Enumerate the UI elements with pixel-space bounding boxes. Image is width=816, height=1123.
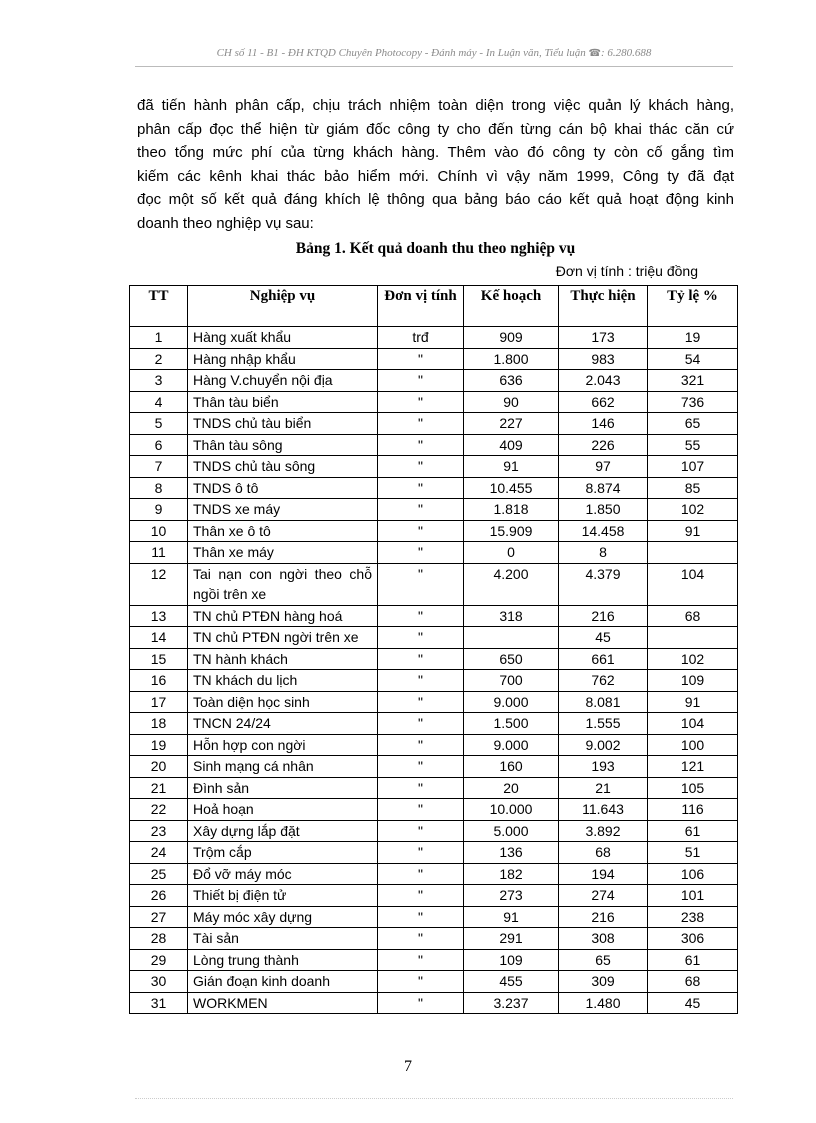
header-rule xyxy=(135,66,733,67)
row-unit: " xyxy=(378,520,464,542)
row-unit: " xyxy=(378,648,464,670)
row-ratio xyxy=(648,627,738,649)
row-tt: 27 xyxy=(130,906,188,928)
table-row xyxy=(130,648,738,670)
row-plan: 5.000 xyxy=(464,820,559,842)
row-tt: 31 xyxy=(130,992,188,1014)
row-actual: 308 xyxy=(559,928,648,950)
row-tt: 12 xyxy=(130,563,188,605)
row-business-line: TNDS ô tô xyxy=(188,477,378,499)
row-business-line: Máy móc xây dựng xyxy=(188,906,378,928)
revenue-table xyxy=(129,285,738,1014)
row-tt: 9 xyxy=(130,499,188,521)
row-tt: 3 xyxy=(130,370,188,392)
row-ratio: 102 xyxy=(648,648,738,670)
row-tt: 14 xyxy=(130,627,188,649)
row-ratio: 121 xyxy=(648,756,738,778)
table-row xyxy=(130,348,738,370)
table-row xyxy=(130,777,738,799)
row-unit: " xyxy=(378,906,464,928)
row-plan: 109 xyxy=(464,949,559,971)
row-tt: 13 xyxy=(130,605,188,627)
row-actual: 662 xyxy=(559,391,648,413)
table-row xyxy=(130,820,738,842)
row-tt: 18 xyxy=(130,713,188,735)
row-actual: 65 xyxy=(559,949,648,971)
paragraph-line: doanh theo nghiệp vụ sau: xyxy=(137,214,314,232)
row-ratio: 61 xyxy=(648,949,738,971)
row-tt: 4 xyxy=(130,391,188,413)
row-business-line: Hàng V.chuyển nội địa xyxy=(188,370,378,392)
row-ratio: 736 xyxy=(648,391,738,413)
header-phone: : 6.280.688 xyxy=(600,47,652,59)
row-business-line: TN chủ PTĐN ngời trên xe xyxy=(188,627,378,649)
row-ratio: 68 xyxy=(648,605,738,627)
paragraph-line: phân cấp đọc thể hiện từ giám đốc công ty cho đến từng cán bộ khai thác căn cứ xyxy=(137,120,734,138)
row-plan: 9.000 xyxy=(464,734,559,756)
row-tt: 26 xyxy=(130,885,188,907)
row-business-line: Thiết bị điện tử xyxy=(188,885,378,907)
row-business-line: Hỗn hợp con ngời xyxy=(188,734,378,756)
row-tt: 10 xyxy=(130,520,188,542)
row-ratio: 68 xyxy=(648,971,738,993)
row-tt: 11 xyxy=(130,542,188,564)
row-actual: 194 xyxy=(559,863,648,885)
paragraph-line: đọc một số kết quả đáng khích lệ thông qua bảng báo cáo kết quả hoạt động kinh xyxy=(137,191,734,209)
row-plan: 15.909 xyxy=(464,520,559,542)
table-row xyxy=(130,971,738,993)
row-business-line: Hoả hoạn xyxy=(188,799,378,821)
row-ratio: 61 xyxy=(648,820,738,842)
row-tt: 1 xyxy=(130,327,188,349)
row-ratio: 321 xyxy=(648,370,738,392)
row-unit: " xyxy=(378,477,464,499)
header-business-line: Nghiệp vụ xyxy=(188,286,378,327)
header-tt: TT xyxy=(130,286,188,327)
row-unit: " xyxy=(378,627,464,649)
row-tt: 25 xyxy=(130,863,188,885)
table-row xyxy=(130,627,738,649)
row-actual: 216 xyxy=(559,906,648,928)
table-row xyxy=(130,670,738,692)
row-business-line: TNDS chủ tàu biển xyxy=(188,413,378,435)
header-plan: Kế hoạch xyxy=(464,286,559,327)
row-ratio: 51 xyxy=(648,842,738,864)
row-tt: 7 xyxy=(130,456,188,478)
row-actual: 173 xyxy=(559,327,648,349)
row-unit: " xyxy=(378,756,464,778)
row-actual: 11.643 xyxy=(559,799,648,821)
row-unit: " xyxy=(378,928,464,950)
row-business-line: Hàng nhập khẩu xyxy=(188,348,378,370)
row-actual: 146 xyxy=(559,413,648,435)
table-header-row xyxy=(130,286,738,327)
row-unit: " xyxy=(378,670,464,692)
row-business-line: Sinh mạng cá nhân xyxy=(188,756,378,778)
row-actual: 68 xyxy=(559,842,648,864)
row-ratio: 109 xyxy=(648,670,738,692)
row-actual: 14.458 xyxy=(559,520,648,542)
row-plan: 90 xyxy=(464,391,559,413)
row-actual: 1.480 xyxy=(559,992,648,1014)
row-plan: 1.800 xyxy=(464,348,559,370)
table-row xyxy=(130,885,738,907)
row-business-line: Thân tàu sông xyxy=(188,434,378,456)
row-unit: " xyxy=(378,863,464,885)
row-actual: 983 xyxy=(559,348,648,370)
row-business-line: Thân xe ô tô xyxy=(188,520,378,542)
row-business-line: Thân xe máy xyxy=(188,542,378,564)
row-unit: " xyxy=(378,499,464,521)
row-plan: 0 xyxy=(464,542,559,564)
row-ratio: 19 xyxy=(648,327,738,349)
row-actual: 8.081 xyxy=(559,691,648,713)
row-plan: 3.237 xyxy=(464,992,559,1014)
row-actual: 8 xyxy=(559,542,648,564)
table-row xyxy=(130,477,738,499)
table-row xyxy=(130,370,738,392)
row-unit: " xyxy=(378,799,464,821)
row-unit: " xyxy=(378,413,464,435)
table-row xyxy=(130,391,738,413)
table-row xyxy=(130,520,738,542)
row-plan: 700 xyxy=(464,670,559,692)
row-business-line: TN khách du lịch xyxy=(188,670,378,692)
row-unit: " xyxy=(378,949,464,971)
row-unit: " xyxy=(378,885,464,907)
row-tt: 17 xyxy=(130,691,188,713)
row-tt: 19 xyxy=(130,734,188,756)
footer-rule xyxy=(135,1098,733,1099)
row-ratio: 91 xyxy=(648,520,738,542)
row-actual: 97 xyxy=(559,456,648,478)
row-actual: 3.892 xyxy=(559,820,648,842)
row-tt: 5 xyxy=(130,413,188,435)
row-plan: 273 xyxy=(464,885,559,907)
table-row xyxy=(130,691,738,713)
row-ratio: 85 xyxy=(648,477,738,499)
row-actual: 309 xyxy=(559,971,648,993)
table-row xyxy=(130,928,738,950)
row-actual: 226 xyxy=(559,434,648,456)
unit-label: Đơn vị tính : triệu đồng xyxy=(555,263,698,279)
row-unit: " xyxy=(378,370,464,392)
row-plan: 9.000 xyxy=(464,691,559,713)
row-business-line: TNCN 24/24 xyxy=(188,713,378,735)
row-business-line: Xây dựng lắp đặt xyxy=(188,820,378,842)
paragraph-line: kiếm các kênh khai thác bảo hiểm mới. Chính vì vậy năm 1999, Công ty đã đạt xyxy=(137,167,734,185)
row-unit: " xyxy=(378,734,464,756)
page-number: 7 xyxy=(404,1058,412,1075)
row-unit: " xyxy=(378,777,464,799)
row-business-line: TNDS chủ tàu sông xyxy=(188,456,378,478)
row-tt: 21 xyxy=(130,777,188,799)
row-business-line: Toàn diện học sinh xyxy=(188,691,378,713)
row-business-line: Hàng xuất khẩu xyxy=(188,327,378,349)
row-tt: 20 xyxy=(130,756,188,778)
paragraph-line: theo tổng mức phí của từng khách hàng. Thêm vào đó công ty còn cố gắng tìm xyxy=(137,144,734,162)
table-row xyxy=(130,842,738,864)
row-unit: " xyxy=(378,971,464,993)
header-ratio: Tỷ lệ % xyxy=(648,286,738,327)
row-actual: 274 xyxy=(559,885,648,907)
row-unit: trđ xyxy=(378,327,464,349)
table-row xyxy=(130,799,738,821)
row-actual: 1.850 xyxy=(559,499,648,521)
row-actual: 216 xyxy=(559,605,648,627)
row-business-line: TN hành khách xyxy=(188,648,378,670)
table-row xyxy=(130,992,738,1014)
row-plan xyxy=(464,627,559,649)
row-unit: " xyxy=(378,691,464,713)
row-actual: 1.555 xyxy=(559,713,648,735)
table-row xyxy=(130,949,738,971)
row-ratio: 306 xyxy=(648,928,738,950)
row-actual: 8.874 xyxy=(559,477,648,499)
row-plan: 91 xyxy=(464,456,559,478)
row-plan: 182 xyxy=(464,863,559,885)
row-plan: 136 xyxy=(464,842,559,864)
row-ratio: 107 xyxy=(648,456,738,478)
row-business-line: Tai nạn con ngời theo chỗ ngồi trên xe xyxy=(188,563,378,605)
row-unit: " xyxy=(378,348,464,370)
row-business-line: Gián đoạn kinh doanh xyxy=(188,971,378,993)
row-business-line: Đổ vỡ máy móc xyxy=(188,863,378,885)
row-ratio: 102 xyxy=(648,499,738,521)
row-tt: 16 xyxy=(130,670,188,692)
row-unit: " xyxy=(378,820,464,842)
header-text: CH số 11 - B1 - ĐH KTQD Chuyên Photocopy - Đánh máy - In Luận văn, Tiểu luận xyxy=(216,47,586,59)
row-plan: 227 xyxy=(464,413,559,435)
row-plan: 91 xyxy=(464,906,559,928)
row-plan: 409 xyxy=(464,434,559,456)
row-actual: 9.002 xyxy=(559,734,648,756)
table-row xyxy=(130,734,738,756)
row-plan: 636 xyxy=(464,370,559,392)
row-ratio: 104 xyxy=(648,713,738,735)
row-tt: 23 xyxy=(130,820,188,842)
header-unit: Đơn vị tính xyxy=(378,286,464,327)
table-row xyxy=(130,563,738,605)
row-actual: 762 xyxy=(559,670,648,692)
row-plan: 10.000 xyxy=(464,799,559,821)
table-row xyxy=(130,713,738,735)
row-ratio: 100 xyxy=(648,734,738,756)
row-tt: 6 xyxy=(130,434,188,456)
row-ratio: 65 xyxy=(648,413,738,435)
row-unit: " xyxy=(378,842,464,864)
row-plan: 291 xyxy=(464,928,559,950)
running-header xyxy=(135,47,733,59)
row-ratio xyxy=(648,542,738,564)
row-plan: 455 xyxy=(464,971,559,993)
row-unit: " xyxy=(378,434,464,456)
row-tt: 29 xyxy=(130,949,188,971)
table-row xyxy=(130,327,738,349)
row-ratio: 55 xyxy=(648,434,738,456)
row-unit: " xyxy=(378,713,464,735)
row-unit: " xyxy=(378,563,464,605)
row-actual: 661 xyxy=(559,648,648,670)
row-tt: 24 xyxy=(130,842,188,864)
table-row xyxy=(130,863,738,885)
body-paragraph xyxy=(137,94,734,236)
row-unit: " xyxy=(378,456,464,478)
row-plan: 4.200 xyxy=(464,563,559,605)
row-business-line: Trộm cắp xyxy=(188,842,378,864)
row-tt: 15 xyxy=(130,648,188,670)
row-actual: 21 xyxy=(559,777,648,799)
row-actual: 45 xyxy=(559,627,648,649)
table-row xyxy=(130,413,738,435)
row-actual: 193 xyxy=(559,756,648,778)
row-ratio: 104 xyxy=(648,563,738,605)
row-tt: 30 xyxy=(130,971,188,993)
row-plan: 20 xyxy=(464,777,559,799)
row-ratio: 91 xyxy=(648,691,738,713)
row-unit: " xyxy=(378,605,464,627)
row-unit: " xyxy=(378,542,464,564)
row-actual: 4.379 xyxy=(559,563,648,605)
row-ratio: 54 xyxy=(648,348,738,370)
table-caption: Bảng 1. Kết quả doanh thu theo nghiệp vụ xyxy=(295,240,576,257)
table-body xyxy=(130,327,738,1014)
row-tt: 28 xyxy=(130,928,188,950)
paragraph-line: đã tiến hành phân cấp, chịu trách nhiệm toàn diện trong việc quản lý khách hàng, xyxy=(137,97,734,114)
row-ratio: 45 xyxy=(648,992,738,1014)
table-row xyxy=(130,456,738,478)
table-row xyxy=(130,499,738,521)
row-business-line: Tài sản xyxy=(188,928,378,950)
row-business-line: TNDS xe máy xyxy=(188,499,378,521)
table-row xyxy=(130,756,738,778)
header-actual: Thực hiện xyxy=(559,286,648,327)
row-plan: 1.818 xyxy=(464,499,559,521)
row-actual: 2.043 xyxy=(559,370,648,392)
row-ratio: 238 xyxy=(648,906,738,928)
row-unit: " xyxy=(378,992,464,1014)
row-ratio: 116 xyxy=(648,799,738,821)
phone-icon: ☎ xyxy=(588,48,601,59)
table-row xyxy=(130,542,738,564)
table-row xyxy=(130,605,738,627)
row-tt: 2 xyxy=(130,348,188,370)
row-plan: 318 xyxy=(464,605,559,627)
row-tt: 8 xyxy=(130,477,188,499)
row-ratio: 101 xyxy=(648,885,738,907)
row-plan: 160 xyxy=(464,756,559,778)
table-row xyxy=(130,906,738,928)
row-unit: " xyxy=(378,391,464,413)
row-ratio: 106 xyxy=(648,863,738,885)
row-tt: 22 xyxy=(130,799,188,821)
row-plan: 1.500 xyxy=(464,713,559,735)
row-business-line: TN chủ PTĐN hàng hoá xyxy=(188,605,378,627)
row-ratio: 105 xyxy=(648,777,738,799)
table-row xyxy=(130,434,738,456)
row-plan: 650 xyxy=(464,648,559,670)
row-business-line: WORKMEN xyxy=(188,992,378,1014)
row-plan: 10.455 xyxy=(464,477,559,499)
row-plan: 909 xyxy=(464,327,559,349)
row-business-line: Đình sản xyxy=(188,777,378,799)
row-business-line: Thân tàu biển xyxy=(188,391,378,413)
row-business-line: Lòng trung thành xyxy=(188,949,378,971)
